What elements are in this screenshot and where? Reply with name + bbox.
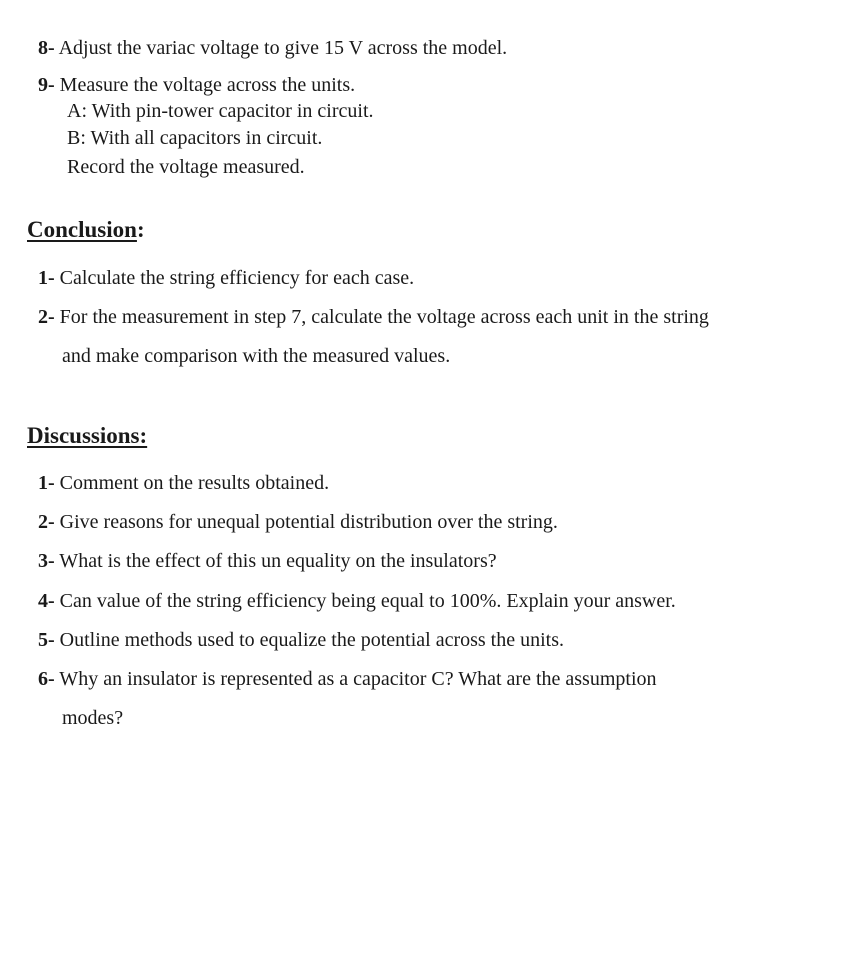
item-text: What is the effect of this un equality on the insulators? — [54, 550, 497, 572]
discussions-heading-text: Discussions: — [27, 423, 148, 448]
step-number: 8- — [38, 37, 55, 59]
item-number: 1- — [38, 472, 55, 494]
item-number: 5- — [38, 629, 55, 651]
item-number: 6- — [38, 668, 55, 690]
conclusion-item-2-continued: and make comparison with the measured values. — [62, 345, 451, 367]
step-9-record: Record the voltage measured. — [67, 156, 305, 178]
item-number: 2- — [38, 511, 55, 533]
item-number: 4- — [38, 590, 55, 612]
item-text: For the measurement in step 7, calculate the voltage across each unit in the string — [54, 306, 709, 328]
discussion-item-4 — [38, 589, 676, 613]
item-text: Comment on the results obtained. — [54, 472, 330, 494]
item-text: Outline methods used to equalize the potential across the units. — [54, 629, 564, 651]
conclusion-item-2 — [38, 305, 709, 329]
step-text: Adjust the variac voltage to give 15 V across the model. — [54, 37, 508, 59]
discussion-item-6 — [38, 667, 657, 691]
item-text: Calculate the string efficiency for each case. — [54, 267, 415, 289]
conclusion-heading-text: Conclusion — [27, 217, 137, 242]
discussion-item-1 — [38, 471, 329, 495]
item-number: 3- — [38, 550, 55, 572]
discussion-item-2 — [38, 510, 558, 534]
item-text: Why an insulator is represented as a capacitor C? What are the assumption — [54, 668, 657, 690]
conclusion-heading-colon: : — [136, 217, 145, 242]
step-9 — [38, 73, 355, 97]
step-9-option-a: A: With pin-tower capacitor in circuit. — [67, 100, 374, 122]
item-number: 2- — [38, 306, 55, 328]
conclusion-heading — [27, 216, 145, 244]
discussion-item-5 — [38, 628, 564, 652]
discussions-heading — [27, 422, 147, 450]
discussion-item-3 — [38, 549, 497, 573]
item-number: 1- — [38, 267, 55, 289]
step-text: Measure the voltage across the units. — [54, 74, 356, 96]
item-text: Give reasons for unequal potential distribution over the string. — [54, 511, 558, 533]
item-text: Can value of the string efficiency being equal to 100%. Explain your answer. — [54, 590, 676, 612]
step-8 — [38, 36, 507, 60]
discussion-item-6-continued: modes? — [62, 707, 124, 729]
step-9-option-b: B: With all capacitors in circuit. — [67, 127, 323, 149]
step-number: 9- — [38, 74, 55, 96]
conclusion-item-1 — [38, 266, 414, 290]
